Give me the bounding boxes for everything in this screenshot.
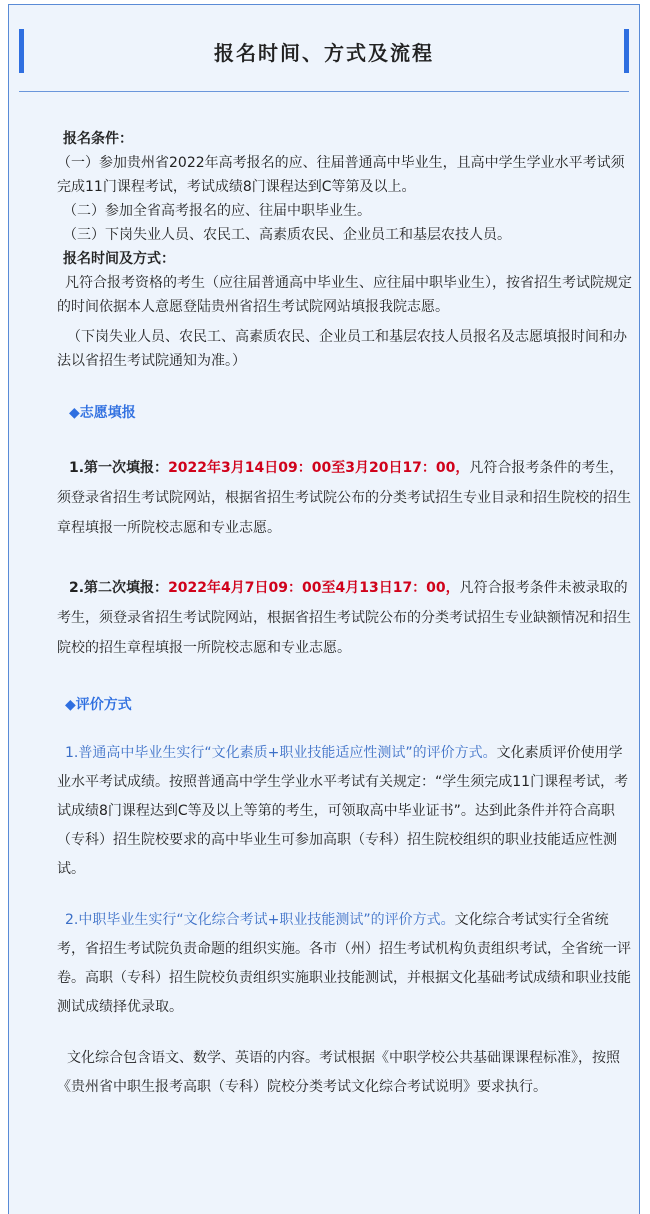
volunteer-second-time: 2022年4月7日09：00至4月13日17：00， xyxy=(168,580,460,596)
volunteer-first-time: 2022年3月14日09：00至3月20日17：00， xyxy=(168,460,470,476)
time-method-heading: 报名时间及方式： xyxy=(63,251,175,267)
article-body xyxy=(57,123,635,1102)
evaluation-para-3: 文化综合包含语文、数学、英语的内容。考试根据《中职学校公共基础课课程标准》，按照《贵州省中职生报考高职（专科）院校分类考试文化综合考试说明》要求执行。 xyxy=(57,1050,620,1095)
volunteer-first-label: 1.第一次填报： xyxy=(69,460,169,476)
volunteer-second xyxy=(57,573,635,663)
volunteer-second-text: 凡符合报考条件未被录取的考生，须登录省招生考试院网站，根据省招生考试院公布的分类考试招生专业缺额情况和招生院校的招生章程填报一所院校志愿和专业志愿。 xyxy=(57,580,631,656)
section-header xyxy=(19,29,629,77)
volunteer-second-label: 2.第二次填报： xyxy=(69,580,169,596)
evaluation-para-2-text: 文化综合考试实行全省统考，省招生考试院负责命题的组织实施。各市（州）招生考试机构负责组织考试，全省统一评卷。高职（专科）招生院校负责组织实施职业技能测试，并根据文化基础考试成绩和职业技能测试成绩择优录取。 xyxy=(57,912,631,1015)
condition-item-2: （二）参加全省高考报名的应、往届中职毕业生。 xyxy=(63,203,371,219)
page-title: 报名时间、方式及流程 xyxy=(214,41,434,65)
time-method-para-2: （下岗失业人员、农民工、高素质农民、企业员工和基层农技人员报名及志愿填报时间和办法以省招生考试院通知为准。） xyxy=(57,329,627,369)
evaluation-para-1-lead: 1.普通高中毕业生实行“文化素质+职业技能适应性测试”的评价方式。 xyxy=(65,745,497,761)
content-frame xyxy=(8,4,640,1214)
condition-item-3: （三）下岗失业人员、农民工、高素质农民、企业员工和基层农技人员。 xyxy=(63,227,511,243)
header-divider xyxy=(19,91,629,92)
evaluation-heading: ◆评价方式 xyxy=(65,697,132,713)
evaluation-para-2-lead: 2.中职毕业生实行“文化综合考试+职业技能测试”的评价方式。 xyxy=(65,912,455,928)
volunteer-first-text: 凡符合报考条件的考生，须登录省招生考试院网站，根据省招生考试院公布的分类考试招生专业目录和招生院校的招生章程填报一所院校志愿和专业志愿。 xyxy=(57,460,631,536)
evaluation-para-2 xyxy=(57,906,635,1022)
time-method-para-1: 凡符合报考资格的考生（应往届普通高中毕业生、应往届中职毕业生），按省招生考试院规定的时间依据本人意愿登陆贵州省招生考试院网站填报我院志愿。 xyxy=(57,275,632,315)
condition-item-1: （一）参加贵州省2022年高考报名的应、往届普通高中毕业生，且高中学生学业水平考试须完成11门课程考试，考试成绩8门课程达到C等第及以上。 xyxy=(57,155,625,195)
header-accent-bar-right xyxy=(624,29,629,73)
evaluation-para-1-text: 文化素质评价使用学业水平考试成绩。按照普通高中学生学业水平考试有关规定：“学生须完成11门课程考试，考试成绩8门课程达到C等及以上等第的考生，可领取高中毕业证书”。达到此条件并符合高职（专科）招生院校要求的高中毕业生可参加高职（专科）招生院校组织的职业技能适应性测试。 xyxy=(57,745,629,877)
evaluation-para-1 xyxy=(57,739,635,884)
conditions-heading: 报名条件： xyxy=(63,131,133,147)
volunteer-heading: ◆志愿填报 xyxy=(69,405,136,421)
volunteer-first xyxy=(57,453,635,543)
